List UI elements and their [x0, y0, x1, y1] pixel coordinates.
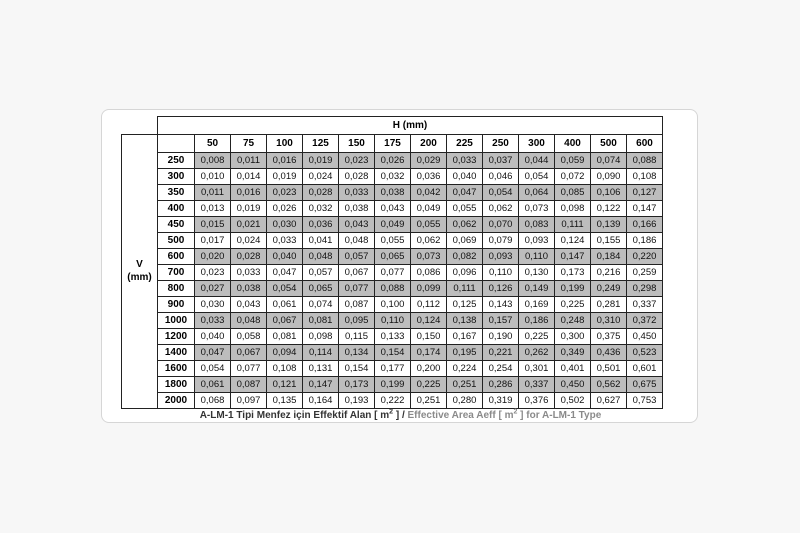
table-cell: 0,337	[519, 377, 555, 393]
table-cell: 0,055	[375, 233, 411, 249]
table-row	[122, 249, 663, 265]
row-header: 800	[158, 281, 195, 297]
table-cell: 0,094	[267, 345, 303, 361]
row-header: 1600	[158, 361, 195, 377]
table-cell: 0,093	[483, 249, 519, 265]
table-cell: 0,086	[411, 265, 447, 281]
header-corner	[158, 135, 195, 153]
table-cell: 0,048	[231, 313, 267, 329]
table-cell: 0,043	[375, 201, 411, 217]
column-header: 250	[483, 135, 519, 153]
table-cell: 0,097	[231, 393, 267, 409]
table-cell: 0,131	[303, 361, 339, 377]
table-cell: 0,627	[591, 393, 627, 409]
table-cell: 0,122	[591, 201, 627, 217]
table-cell: 0,055	[411, 217, 447, 233]
table-cell: 0,024	[231, 233, 267, 249]
table-cell: 0,065	[375, 249, 411, 265]
table-cell: 0,043	[231, 297, 267, 313]
table-cell: 0,121	[267, 377, 303, 393]
table-row	[122, 169, 663, 185]
table-cell: 0,040	[447, 169, 483, 185]
caption-en-close: ] for A-LM-1 Type	[517, 410, 602, 422]
table-cell: 0,173	[339, 377, 375, 393]
table-cell: 0,501	[591, 361, 627, 377]
table-cell: 0,033	[231, 265, 267, 281]
caption-turkish	[200, 410, 405, 421]
table-cell: 0,061	[267, 297, 303, 313]
table-cell: 0,224	[447, 361, 483, 377]
table-cell: 0,169	[519, 297, 555, 313]
table-row	[122, 297, 663, 313]
table-cell: 0,147	[555, 249, 591, 265]
table-cell: 0,073	[411, 249, 447, 265]
column-header: 600	[627, 135, 663, 153]
table-cell: 0,095	[339, 313, 375, 329]
table-cell: 0,199	[555, 281, 591, 297]
table-cell: 0,019	[267, 169, 303, 185]
table-cell: 0,062	[447, 217, 483, 233]
table-cell: 0,337	[627, 297, 663, 313]
table-cell: 0,110	[519, 249, 555, 265]
table-cell: 0,074	[303, 297, 339, 313]
table-cell: 0,126	[483, 281, 519, 297]
table-cell: 0,753	[627, 393, 663, 409]
table-cell: 0,164	[303, 393, 339, 409]
table-cell: 0,054	[519, 169, 555, 185]
table-cell: 0,154	[375, 345, 411, 361]
table-cell: 0,167	[447, 329, 483, 345]
table-cell: 0,259	[627, 265, 663, 281]
row-header: 2000	[158, 393, 195, 409]
caption-tr-text: A-LM-1 Tipi Menfez için Effektif Alan [ m	[199, 410, 390, 422]
table-cell: 0,033	[339, 185, 375, 201]
table-cell: 0,216	[591, 265, 627, 281]
table-cell: 0,019	[303, 153, 339, 169]
table-cell: 0,319	[483, 393, 519, 409]
table-cell: 0,047	[195, 345, 231, 361]
table-cell: 0,222	[375, 393, 411, 409]
table-cell: 0,098	[303, 329, 339, 345]
corner-blank	[122, 117, 158, 135]
table-cell: 0,028	[303, 185, 339, 201]
caption-english	[405, 410, 602, 421]
table-cell: 0,037	[483, 153, 519, 169]
table-cell: 0,125	[447, 297, 483, 313]
table-cell: 0,072	[555, 169, 591, 185]
table-cell: 0,087	[231, 377, 267, 393]
table-cell: 0,301	[519, 361, 555, 377]
table-cell: 0,088	[375, 281, 411, 297]
table-cell: 0,030	[267, 217, 303, 233]
table-cell: 0,079	[483, 233, 519, 249]
table-row	[122, 377, 663, 393]
table-cell: 0,067	[231, 345, 267, 361]
table-cell: 0,098	[555, 201, 591, 217]
table-cell: 0,139	[591, 217, 627, 233]
table-cell: 0,675	[627, 377, 663, 393]
table-cell: 0,085	[555, 185, 591, 201]
table-cell: 0,074	[591, 153, 627, 169]
table-cell: 0,112	[411, 297, 447, 313]
column-header: 225	[447, 135, 483, 153]
row-header: 300	[158, 169, 195, 185]
table-cell: 0,225	[555, 297, 591, 313]
table-cell: 0,450	[555, 377, 591, 393]
table-cell: 0,011	[231, 153, 267, 169]
table-cell: 0,081	[267, 329, 303, 345]
table-cell: 0,023	[267, 185, 303, 201]
table-cell: 0,015	[195, 217, 231, 233]
table-cell: 0,065	[303, 281, 339, 297]
table-cell: 0,017	[195, 233, 231, 249]
v-axis-label: V	[136, 259, 143, 270]
table-cell: 0,249	[591, 281, 627, 297]
table-cell: 0,014	[231, 169, 267, 185]
table-cell: 0,073	[519, 201, 555, 217]
table-cell: 0,124	[555, 233, 591, 249]
table-caption	[102, 407, 699, 422]
table-cell: 0,177	[375, 361, 411, 377]
table-cell: 0,032	[303, 201, 339, 217]
table-cell: 0,166	[627, 217, 663, 233]
table-cell: 0,090	[591, 169, 627, 185]
table-cell: 0,225	[411, 377, 447, 393]
table-cell: 0,028	[231, 249, 267, 265]
table-cell: 0,220	[627, 249, 663, 265]
table-cell: 0,048	[339, 233, 375, 249]
row-header: 600	[158, 249, 195, 265]
table-row	[122, 265, 663, 281]
table-cell: 0,033	[447, 153, 483, 169]
table-cell: 0,033	[195, 313, 231, 329]
table-cell: 0,186	[627, 233, 663, 249]
table-cell: 0,199	[375, 377, 411, 393]
row-header: 1000	[158, 313, 195, 329]
table-cell: 0,026	[375, 153, 411, 169]
table-cell: 0,375	[591, 329, 627, 345]
column-header: 75	[231, 135, 267, 153]
column-header: 100	[267, 135, 303, 153]
table-cell: 0,127	[627, 185, 663, 201]
table-cell: 0,200	[411, 361, 447, 377]
column-header: 175	[375, 135, 411, 153]
column-header: 150	[339, 135, 375, 153]
column-header: 500	[591, 135, 627, 153]
table-cell: 0,029	[411, 153, 447, 169]
table-cell: 0,225	[519, 329, 555, 345]
table-cell: 0,055	[447, 201, 483, 217]
table-cell: 0,082	[447, 249, 483, 265]
table-cell: 0,081	[303, 313, 339, 329]
table-cell: 0,281	[591, 297, 627, 313]
table-cell: 0,195	[447, 345, 483, 361]
table-cell: 0,254	[483, 361, 519, 377]
column-header: 125	[303, 135, 339, 153]
table-cell: 0,069	[447, 233, 483, 249]
table-cell: 0,036	[303, 217, 339, 233]
table-cell: 0,064	[519, 185, 555, 201]
table-cell: 0,008	[195, 153, 231, 169]
table-cell: 0,077	[375, 265, 411, 281]
table-cell: 0,077	[339, 281, 375, 297]
table-cell: 0,436	[591, 345, 627, 361]
table-cell: 0,068	[195, 393, 231, 409]
table-cell: 0,135	[267, 393, 303, 409]
table-cell: 0,110	[483, 265, 519, 281]
table-cell: 0,100	[375, 297, 411, 313]
v-axis-title	[122, 135, 158, 409]
table-cell: 0,138	[447, 313, 483, 329]
table-cell: 0,049	[411, 201, 447, 217]
table-cell: 0,058	[231, 329, 267, 345]
row-header: 1800	[158, 377, 195, 393]
table-cell: 0,111	[447, 281, 483, 297]
table-cell: 0,114	[303, 345, 339, 361]
table-cell: 0,087	[339, 297, 375, 313]
table-cell: 0,115	[339, 329, 375, 345]
table-cell: 0,021	[231, 217, 267, 233]
row-header: 250	[158, 153, 195, 169]
table-cell: 0,057	[303, 265, 339, 281]
table-cell: 0,026	[267, 201, 303, 217]
table-row	[122, 329, 663, 345]
table-row	[122, 153, 663, 169]
table-cell: 0,083	[519, 217, 555, 233]
table-cell: 0,033	[267, 233, 303, 249]
table-cell: 0,054	[267, 281, 303, 297]
table-cell: 0,280	[447, 393, 483, 409]
table-cell: 0,110	[375, 313, 411, 329]
table-cell: 0,096	[447, 265, 483, 281]
table-row	[122, 361, 663, 377]
row-header: 700	[158, 265, 195, 281]
table-cell: 0,024	[303, 169, 339, 185]
table-cell: 0,049	[375, 217, 411, 233]
h-axis-title: H (mm)	[158, 117, 663, 135]
row-header: 400	[158, 201, 195, 217]
table-cell: 0,184	[591, 249, 627, 265]
table-cell: 0,134	[339, 345, 375, 361]
table-cell: 0,099	[411, 281, 447, 297]
table-cell: 0,054	[195, 361, 231, 377]
table-cell: 0,149	[519, 281, 555, 297]
table-cell: 0,376	[519, 393, 555, 409]
table-cell: 0,067	[267, 313, 303, 329]
table-cell: 0,011	[195, 185, 231, 201]
table-cell: 0,038	[375, 185, 411, 201]
v-axis-unit: (mm)	[127, 271, 152, 283]
row-header: 350	[158, 185, 195, 201]
row-header: 1200	[158, 329, 195, 345]
table-cell: 0,157	[483, 313, 519, 329]
table-cell: 0,013	[195, 201, 231, 217]
effective-area-card	[101, 109, 698, 423]
table-cell: 0,016	[267, 153, 303, 169]
table-cell: 0,130	[519, 265, 555, 281]
table-cell: 0,040	[267, 249, 303, 265]
table-cell: 0,562	[591, 377, 627, 393]
column-header: 50	[195, 135, 231, 153]
table-cell: 0,154	[339, 361, 375, 377]
table-row	[122, 233, 663, 249]
table-cell: 0,062	[411, 233, 447, 249]
table-cell: 0,286	[483, 377, 519, 393]
table-cell: 0,047	[267, 265, 303, 281]
table-row	[122, 185, 663, 201]
table-cell: 0,057	[339, 249, 375, 265]
table-row	[122, 345, 663, 361]
table-cell: 0,042	[411, 185, 447, 201]
table-row	[122, 281, 663, 297]
table-cell: 0,523	[627, 345, 663, 361]
table-cell: 0,251	[411, 393, 447, 409]
table-cell: 0,048	[303, 249, 339, 265]
table-cell: 0,150	[411, 329, 447, 345]
column-header: 200	[411, 135, 447, 153]
caption-tr-superscript: 2	[389, 409, 394, 416]
table-cell: 0,016	[231, 185, 267, 201]
caption-en-text: Effective Area Aeff [ m	[404, 410, 514, 422]
table-cell: 0,108	[627, 169, 663, 185]
table-cell: 0,044	[519, 153, 555, 169]
table-cell: 0,032	[375, 169, 411, 185]
table-cell: 0,047	[447, 185, 483, 201]
table-row	[122, 217, 663, 233]
row-header: 500	[158, 233, 195, 249]
table-cell: 0,046	[483, 169, 519, 185]
table-cell: 0,030	[195, 297, 231, 313]
effective-area-table	[121, 116, 663, 409]
table-cell: 0,300	[555, 329, 591, 345]
table-cell: 0,061	[195, 377, 231, 393]
table-cell: 0,040	[195, 329, 231, 345]
table-cell: 0,027	[195, 281, 231, 297]
table-cell: 0,020	[195, 249, 231, 265]
table-cell: 0,174	[411, 345, 447, 361]
table-cell: 0,155	[591, 233, 627, 249]
table-cell: 0,193	[339, 393, 375, 409]
caption-en-superscript: 2	[513, 409, 518, 416]
table-cell: 0,111	[555, 217, 591, 233]
table-cell: 0,401	[555, 361, 591, 377]
table-cell: 0,023	[339, 153, 375, 169]
table-cell: 0,077	[231, 361, 267, 377]
table-cell: 0,190	[483, 329, 519, 345]
table-cell: 0,601	[627, 361, 663, 377]
table-cell: 0,106	[591, 185, 627, 201]
caption-tr-close: ] /	[393, 410, 405, 422]
table-cell: 0,133	[375, 329, 411, 345]
table-cell: 0,062	[483, 201, 519, 217]
table-cell: 0,038	[231, 281, 267, 297]
row-header: 900	[158, 297, 195, 313]
table-cell: 0,147	[627, 201, 663, 217]
table-cell: 0,262	[519, 345, 555, 361]
table-cell: 0,059	[555, 153, 591, 169]
table-cell: 0,310	[591, 313, 627, 329]
table-cell: 0,067	[339, 265, 375, 281]
row-header: 450	[158, 217, 195, 233]
table-cell: 0,502	[555, 393, 591, 409]
table-cell: 0,070	[483, 217, 519, 233]
table-row	[122, 201, 663, 217]
table-cell: 0,038	[339, 201, 375, 217]
table-cell: 0,143	[483, 297, 519, 313]
table-cell: 0,023	[195, 265, 231, 281]
table-row	[122, 313, 663, 329]
table-cell: 0,108	[267, 361, 303, 377]
table-cell: 0,147	[303, 377, 339, 393]
table-cell: 0,088	[627, 153, 663, 169]
table-cell: 0,043	[339, 217, 375, 233]
row-header: 1400	[158, 345, 195, 361]
table-cell: 0,349	[555, 345, 591, 361]
table-cell: 0,248	[555, 313, 591, 329]
column-header: 400	[555, 135, 591, 153]
table-cell: 0,221	[483, 345, 519, 361]
table-cell: 0,173	[555, 265, 591, 281]
table-cell: 0,010	[195, 169, 231, 185]
table-cell: 0,041	[303, 233, 339, 249]
table-cell: 0,450	[627, 329, 663, 345]
table-cell: 0,298	[627, 281, 663, 297]
table-cell: 0,093	[519, 233, 555, 249]
column-header: 300	[519, 135, 555, 153]
table-cell: 0,028	[339, 169, 375, 185]
table-cell: 0,054	[483, 185, 519, 201]
table-cell: 0,019	[231, 201, 267, 217]
table-cell: 0,372	[627, 313, 663, 329]
table-cell: 0,124	[411, 313, 447, 329]
table-cell: 0,186	[519, 313, 555, 329]
table-cell: 0,251	[447, 377, 483, 393]
table-cell: 0,036	[411, 169, 447, 185]
